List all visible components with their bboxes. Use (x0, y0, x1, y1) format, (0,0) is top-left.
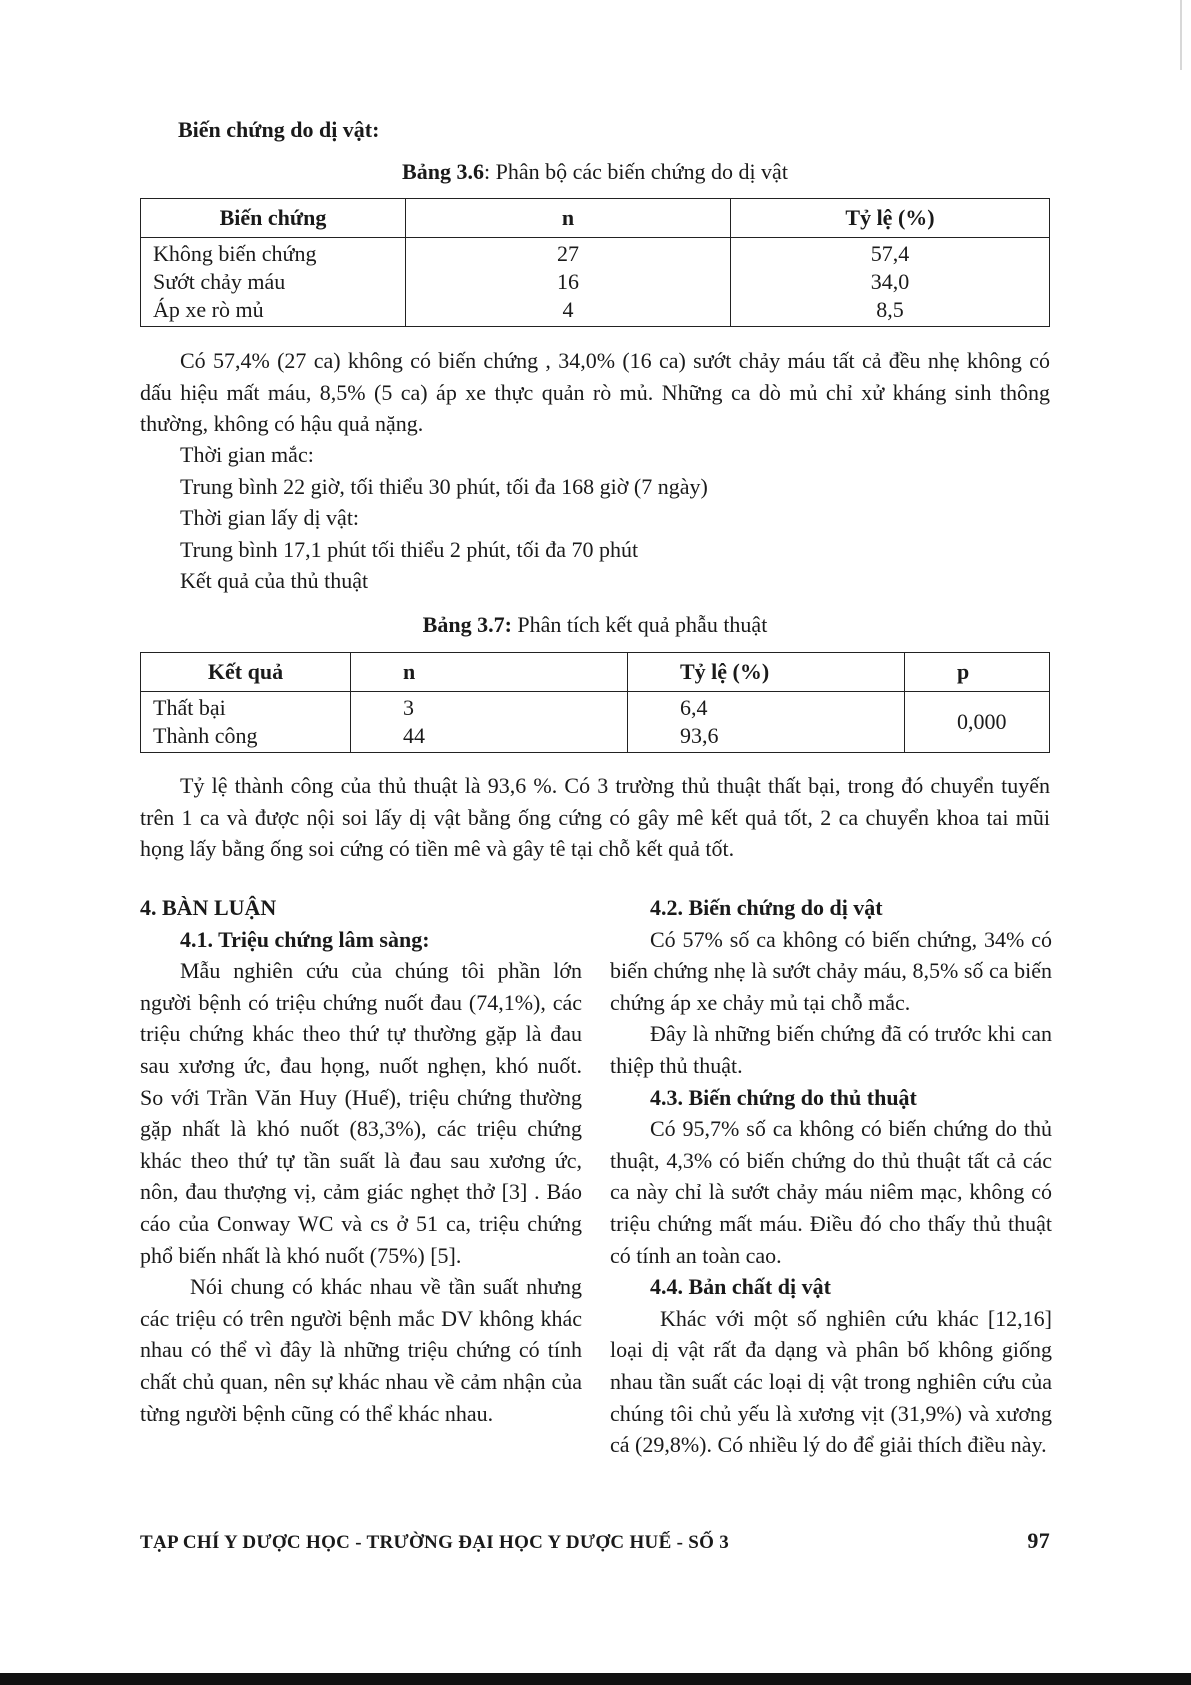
page-footer (140, 1527, 1050, 1559)
table36-header-rate: Tỷ lệ (%) (731, 199, 1050, 238)
table-cell: 6,4 (680, 695, 708, 720)
table37-n-cell (351, 692, 628, 753)
table36-caption (140, 156, 1050, 188)
time-lines (140, 439, 1050, 597)
table-cell: Thất bại (153, 695, 226, 720)
table36-body-row (141, 238, 1050, 327)
text-line: Kết quả của thủ thuật (180, 568, 369, 593)
paragraph-4-1-b: Nói chung có khác nhau về tần suất nhưng các triệu có trên người bệnh mắc DV không khác nhau có thể vì đây là những triệu chứng có tính chất chủ quan, nên sự khác nhau về cảm nhận của từng người bệnh cũng có thể khác nhau. (140, 1274, 582, 1426)
text-line: Trung bình 17,1 phút tối thiểu 2 phút, tối đa 70 phút (180, 536, 639, 562)
table36-caption-text: : Phân bộ các biến chứng do dị vật (483, 159, 788, 184)
paragraph-4-4: Khác với một số nghiên cứu khác [12,16] loại dị vật rất đa dạng và phân bố không giống nhau tần suất các loại dị vật trong nghiên cứu của chúng tôi chủ yếu là xương vịt (31,9%) và xương cá (29,8%). Có nhiều lý do để giải thích điều này. (610, 1305, 1052, 1458)
table36-header-n: n (406, 199, 731, 238)
right-column (610, 892, 1052, 1461)
table-cell: Sướt chảy máu (153, 269, 286, 294)
table-cell: 27 (557, 241, 579, 266)
page-edge-mark (1180, 0, 1182, 70)
page-number: 97 (1027, 1528, 1050, 1553)
table-cell: Áp xe rò mủ (153, 297, 264, 322)
text-line: Thời gian lấy dị vật: (180, 505, 360, 530)
table37-result-cell (141, 692, 351, 753)
scan-bottom-edge (0, 1673, 1191, 1685)
table-cell: 93,6 (680, 723, 719, 748)
paragraph-4-2-b: Đây là những biến chứng đã có trước khi can thiệp thủ thuật. (610, 1021, 1052, 1078)
text-line: Trung bình 22 giờ, tối thiểu 30 phút, tối đa 168 giờ (7 ngày) (180, 473, 708, 499)
table-cell: 44 (403, 723, 425, 748)
table-cell: 4 (562, 297, 574, 322)
table37-p-value: 0,000 (905, 692, 1050, 753)
table37-body-row (141, 692, 1050, 753)
table-cell: 8,5 (876, 297, 904, 322)
table37-header-result: Kết quả (141, 653, 351, 692)
table-3-7 (140, 652, 1050, 753)
subheading-4-1: 4.1. Triệu chứng lâm sàng: (180, 926, 430, 952)
table37-rate-cell (628, 692, 905, 753)
table-cell: 3 (403, 695, 414, 720)
table36-n-cell (406, 238, 731, 327)
table-cell: Không biến chứng (153, 241, 317, 266)
table-3-6 (140, 198, 1050, 327)
table37-header-n: n (351, 653, 628, 692)
subheading-4-3: 4.3. Biến chứng do thủ thuật (650, 1084, 917, 1110)
table37-header-rate: Tỷ lệ (%) (628, 653, 905, 692)
table36-header-complication: Biến chứng (141, 199, 406, 238)
table37-caption-text: Phân tích kết quả phẫu thuật (511, 612, 768, 637)
journal-name: TẠP CHÍ Y DƯỢC HỌC - TRƯỜNG ĐẠI HỌC Y DƯỢC HUẾ - SỐ 3 (140, 1532, 730, 1553)
section-heading: Biến chứng do dị vật: (178, 117, 380, 142)
paragraph-success-rate: Tỷ lệ thành công của thủ thuật là 93,6 %. Có 3 trường thủ thuật thất bại, trong đó chuyển tuyến trên 1 ca và được nội soi lấy dị vật bằng ống cứng có gây mê kết quả tốt, 2 ca chuyển khoa tai mũi họng lấy bằng ống soi cứng có tiền mê và gây tê tại chỗ kết quả tốt. (140, 773, 1050, 861)
table37-header-p: p (905, 653, 1050, 692)
table36-rate-cell (731, 238, 1050, 327)
subheading-4-4: 4.4. Bản chất dị vật (650, 1274, 831, 1300)
paragraph-4-3: Có 95,7% số ca không có biến chứng do thủ thuật, 4,3% có biến chứng do thủ thuật tất cả các ca này chỉ là sướt chảy máu niêm mạc, không có triệu chứng mất máu. Điều đó cho thấy thủ thuật có tính an toàn cao. (610, 1116, 1052, 1268)
subheading-4-2: 4.2. Biến chứng do dị vật (650, 895, 883, 920)
table-cell: 16 (557, 269, 579, 294)
paragraph-4-2-a: Có 57% số ca không có biến chứng, 34% có biến chứng nhẹ là sướt chảy máu, 8,5% số ca biến chứng áp xe chảy mủ tại chỗ mắc. (610, 926, 1052, 1015)
table37-header-row (141, 653, 1050, 692)
table-cell: 57,4 (870, 241, 910, 266)
discussion-heading: 4. BÀN LUẬN (140, 895, 277, 920)
paragraph-complication-summary: Có 57,4% (27 ca) không có biến chứng , 34,0% (16 ca) sướt chảy máu tất cả đều nhẹ không có dấu hiệu mất máu, 8,5% (5 ca) áp xe thực quản rò mủ. Những ca dò mủ chỉ xử kháng sinh thông thường, không có hậu quả nặng. (140, 348, 1050, 436)
table-cell: 34,0 (870, 269, 910, 294)
table36-caption-label: Bảng 3.6 (402, 159, 484, 184)
table37-caption-label: Bảng 3.7: (422, 612, 512, 637)
left-column (140, 892, 582, 1429)
table36-complication-cell (141, 238, 406, 327)
text-line: Thời gian mắc: (180, 442, 314, 467)
table36-header-row (141, 199, 1050, 238)
paragraph-4-1-a: Mẫu nghiên cứu của chúng tôi phần lớn người bệnh có triệu chứng nuốt đau (74,1%), các triệu chứng khác theo thứ tự thường gặp là đau sau xương ức, đau họng, nuốt nghẹn, khó nuốt. So với Trần Văn Huy (Huế), triệu chứng thường gặp nhất là khó nuốt (83,3%), các triệu chứng khác theo thứ tự tần suất là đau sau xương ức, nôn, đau thượng vị, cảm giác nghẹt thở [3] . Báo cáo của Conway WC và cs ở 51 ca, triệu chứng phổ biến nhất là khó nuốt (75%) [5]. (140, 958, 582, 1268)
table-cell: Thành công (153, 723, 258, 748)
table37-caption (140, 609, 1050, 641)
